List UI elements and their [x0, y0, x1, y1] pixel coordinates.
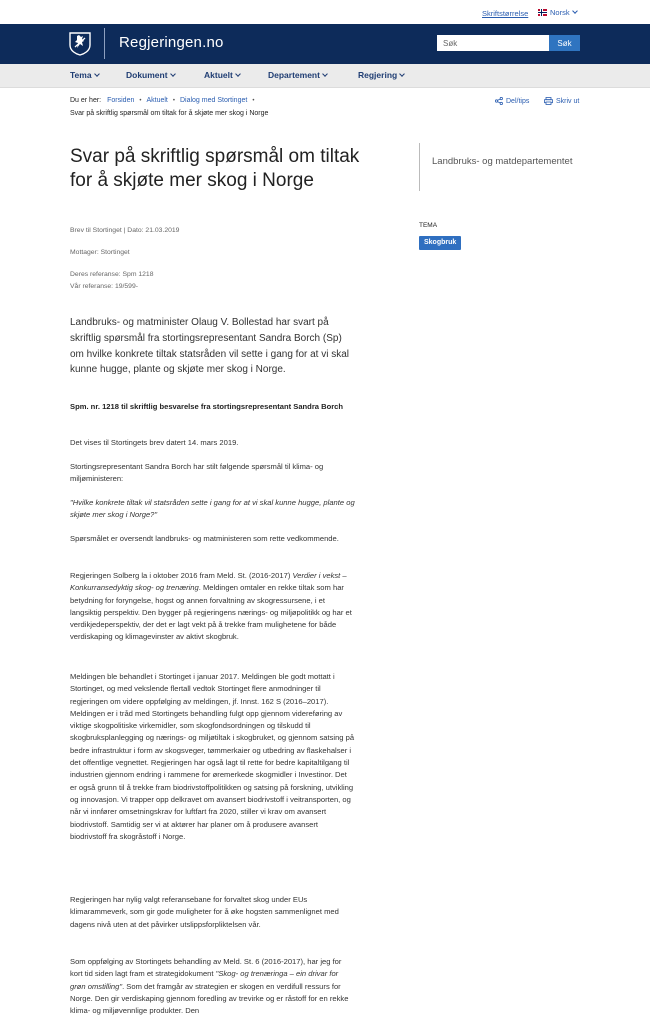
breadcrumb-item-dialog[interactable]: Dialog med Stortinget: [179, 97, 248, 104]
recipient: Mottager: Stortinget: [70, 249, 130, 256]
paragraph-text: Regjeringen Solberg la i oktober 2016 fram Meld. St. (2016-2017): [70, 571, 293, 580]
ministry-box[interactable]: [419, 143, 579, 191]
print-link[interactable]: [544, 97, 579, 105]
tag-skogbruk[interactable]: Skogbruk: [419, 236, 461, 250]
print-label: Skriv ut: [556, 97, 580, 105]
nav-item-label: Tema: [70, 70, 92, 80]
article-paragraph: Meldingen ble behandlet i Stortinget i januar 2017. Meldingen ble godt mottatt i Stortinget, og med vekslende flertall vedtok Stortinget flere anmodninger til regjeringen om videre oppfølging av meldingen, jf. Innst. 162 S (2016–2017). Meldingen er i tråd med Stortingets behandling fulgt opp gjennom videreføring av viktige skogpolitiske virkemidler, som skogfondsordningen og tilskudd til skogbruksplanlegging og nærings- og miljøtiltak i skogbruket, og gjennom satsing på bedre infrastruktur i form av skogsveger, tømmerkaier og utbedring av flaskehalser i det offentlige vegnettet. Regjeringen har også lagt til rette for bedre kapitaltilgang til industrien gjennom endring i rammene for øremerkede skogmidler i Investinor. Det er også grunn til å trekke fram biodrivstoffpolitikken og satsing på forskning, utvikling og innovasjon. Vi trapper opp delkravet om avansert biodrivstoff i veitransporten, og når vi innfører omsetningskrav for luftfart fra 2020, stiller vi krav om avansert biodrivstoff. Samtidig ser vi at aktører har planer om å produsere avansert biodrivstoff fra skogråstoff i Norge.: [70, 672, 355, 841]
printer-icon: [544, 97, 553, 105]
paragraph-text: . Meldingen omtaler en rekke tiltak som har betydning for foryngelse, hogst og annen forvaltning av skogressursene, i et langsiktig perspektiv. Den bygger på regjeringens nærings- og miljøpolitikk og har et verdikjedeperspektiv, der det er lagt vekt på å trekke fram mulighetene for både verdiskaping og klimagevinster av aktivt skogbruk.: [70, 583, 352, 642]
main-navigation: [0, 64, 650, 88]
search-button[interactable]: Søk: [549, 35, 580, 51]
page-title: Svar på skriftlig spørsmål om tiltak for å skjøte mer skog i Norge: [70, 146, 360, 191]
article-subheading: Spm. nr. 1218 til skriftlig besvarelse fra stortingsrepresentant Sandra Borch: [70, 402, 344, 411]
share-label: Del/tips: [506, 97, 530, 105]
chevron-down-icon: [572, 8, 578, 14]
search-input[interactable]: [437, 35, 549, 51]
nav-item-departement[interactable]: [268, 70, 327, 80]
article-paragraph: Det vises til Stortingets brev datert 14. mars 2019.: [70, 438, 239, 447]
nav-item-tema[interactable]: [70, 70, 99, 80]
breadcrumb-separator: •: [139, 97, 142, 104]
breadcrumb-prefix: Du er her:: [70, 97, 102, 104]
article-lead: Landbruks- og matminister Olaug V. Bollestad har svart på skriftlig spørsmål fra stortingsrepresentant Sandra Borch (Sp) om hvilke konkrete tiltak statsråden vil sette i gang for at vi skal kunne hugge, plante og skjøte mer skog i Norge.: [70, 317, 350, 376]
strategy-title: "Skog- og trenæringa – ein drivar for grøn omstilling": [70, 969, 339, 991]
article-paragraph: [70, 570, 355, 644]
breadcrumb-separator: •: [252, 97, 255, 104]
top-utility-bar: [0, 0, 650, 24]
article-paragraph: Stortingsrepresentant Sandra Borch har stilt følgende spørsmål til klima- og miljøministeren:: [70, 462, 324, 484]
ministry-name[interactable]: Landbruks- og matdepartementet: [432, 156, 573, 167]
site-header: [0, 24, 650, 64]
language-label: Norsk: [550, 8, 570, 17]
article-paragraph: [70, 956, 355, 1016]
paragraph-text: Som oppfølging av Stortingets behandling av Meld. St. 6 (2016-2017), har jeg for kort tid siden lagt fram et strategidokument: [70, 957, 342, 979]
paragraph-text: . Som det framgår av strategien er skogen en verdifull ressurs for Norge. Den gir verdiskaping gjennom foredling av trevirke og er råstoff for en rekke klima- og miljøvennlige produkter. Den: [70, 981, 349, 1016]
breadcrumb-item-aktuelt[interactable]: Aktuelt: [146, 97, 168, 104]
norway-flag-icon: [538, 9, 547, 16]
breadcrumb-current: Svar på skriftlig spørsmål om tiltak for å skjøte mer skog i Norge: [70, 110, 269, 117]
article-paragraph: Spørsmålet er oversendt landbruks- og matministeren som rette vedkommende.: [70, 534, 339, 543]
nav-item-label: Dokument: [126, 70, 168, 80]
coat-of-arms-icon[interactable]: [69, 32, 91, 56]
nav-item-label: Departement: [268, 70, 320, 80]
header-divider: [104, 28, 105, 59]
document-type-date: Brev til Stortinget | Dato: 21.03.2019: [70, 227, 180, 234]
chevron-down-icon: [94, 71, 100, 77]
nav-item-dokument[interactable]: [126, 70, 175, 80]
tema-label: TEMA: [419, 222, 438, 229]
our-reference: Vår referanse: 19/599-: [70, 283, 139, 290]
breadcrumb-separator: •: [172, 97, 175, 104]
language-selector[interactable]: [538, 8, 577, 17]
article-quote: [70, 497, 355, 522]
share-link[interactable]: [495, 97, 529, 105]
report-title: Verdier i vekst – Konkurransedyktig skog- og trenæring: [70, 571, 347, 593]
font-size-link[interactable]: Skriftstørrelse: [482, 9, 529, 18]
site-name-link[interactable]: Regjeringen.no: [119, 34, 224, 51]
breadcrumb: [70, 97, 259, 104]
nav-item-label: Aktuelt: [204, 70, 233, 80]
nav-item-regjering[interactable]: [358, 70, 404, 80]
breadcrumb-item-forsiden[interactable]: Forsiden: [107, 97, 135, 104]
chevron-down-icon: [235, 71, 241, 77]
chevron-down-icon: [322, 71, 328, 77]
chevron-down-icon: [399, 71, 405, 77]
article-paragraph: Regjeringen har nylig valgt referansebane for forvaltet skog under EUs klimarammeverk, som gir gode muligheter for å øke hogsten sammenlignet med dagens nivå uten at det påvirker utslippsforpliktelsen vår.: [70, 895, 339, 929]
nav-item-aktuelt[interactable]: [204, 70, 240, 80]
their-reference: Deres referanse: Spm 1218: [70, 271, 154, 278]
quote-text: "Hvilke konkrete tiltak vil statsråden sette i gang for at vi skal kunne hugge, plante og skjøte mer skog i Norge?": [70, 498, 355, 520]
nav-item-label: Regjering: [358, 70, 398, 80]
chevron-down-icon: [170, 71, 176, 77]
share-icon: [495, 97, 503, 105]
